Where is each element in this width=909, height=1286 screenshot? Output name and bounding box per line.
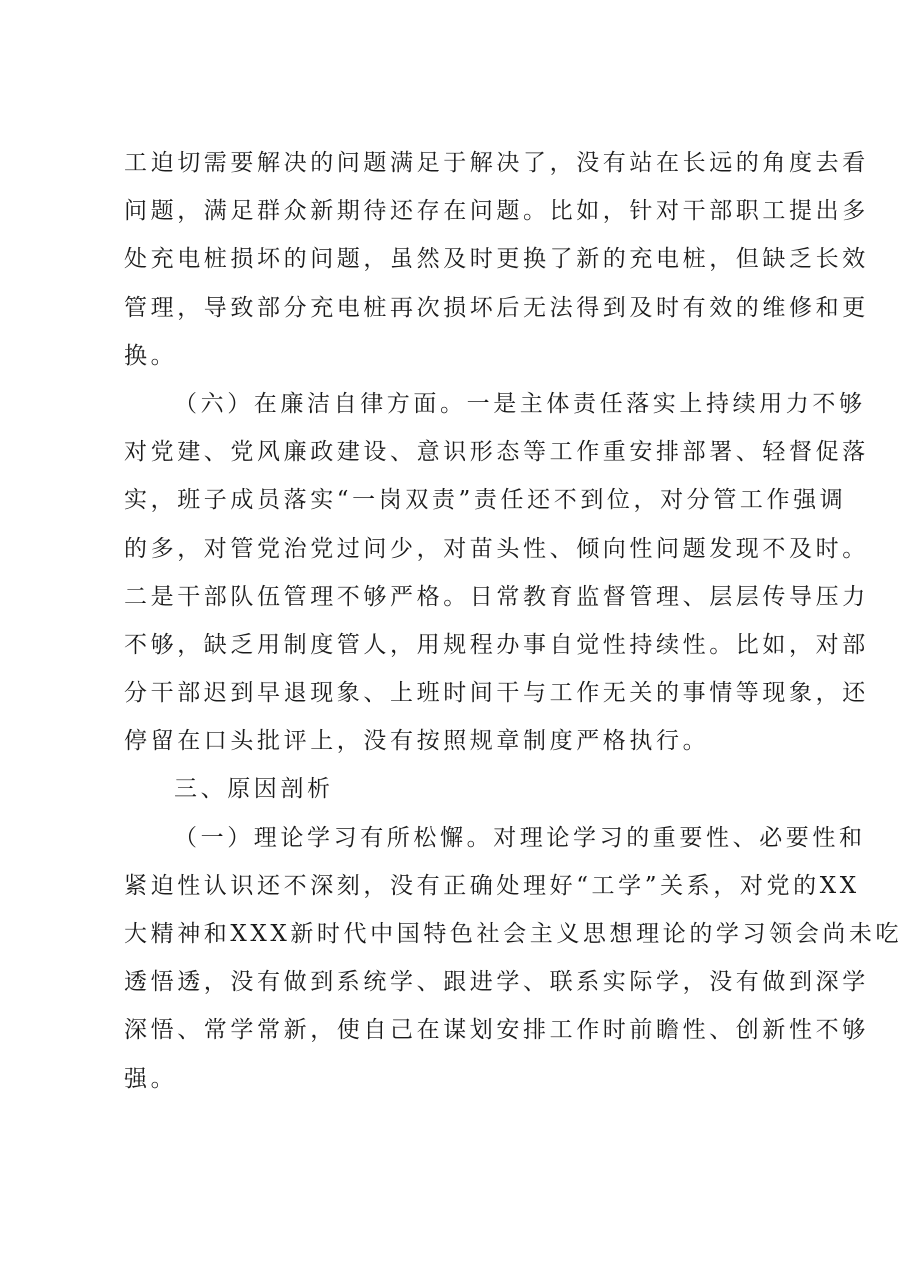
paragraph-heading-line: （六）在廉洁自律方面。一是主体责任落实上持续用力不够 (174, 390, 866, 417)
text-line: 二是干部队伍管理不够严格。日常教育监督管理、层层传导压力 (124, 583, 869, 610)
text-line: 的多，对管党治党过问少，对苗头性、倾向性问题发现不及时。 (124, 535, 869, 562)
text-line: 工迫切需要解决的问题满足于解决了，没有站在长远的角度去看 (124, 150, 869, 176)
text-line: 实，班子成员落实“一岗双责”责任还不到位，对分管工作强调 (124, 487, 847, 514)
text-line: 对党建、党风廉政建设、意识形态等工作重安排部署、轻督促落 (124, 439, 869, 466)
text-line: 透悟透，没有做到系统学、跟进学、联系实际学，没有做到深学 (124, 969, 869, 996)
document-body (124, 148, 903, 1112)
text-line: 分干部迟到早退现象、上班时间干与工作无关的事情等现象，还 (124, 680, 869, 707)
text-line: 强。 (124, 1065, 178, 1092)
text-line: 问题，满足群众新期待还存在问题。比如，针对干部职工提出多 (124, 198, 869, 225)
text-line: 停留在口头批评上，没有按照规章制度严格执行。 (124, 728, 710, 755)
text-line: 不够，缺乏用制度管人，用规程办事自觉性持续性。比如，对部 (124, 631, 869, 658)
text-line: 紧迫性认识还不深刻，没有正确处理好“工学”关系，对党的XX (124, 872, 860, 899)
text-line: 换。 (124, 342, 178, 369)
text-line: 管理，导致部分充电桩再次损坏后无法得到及时有效的维修和更 (124, 294, 869, 321)
section-heading: 三、原因剖析 (174, 776, 334, 803)
paragraph-heading-line: （一）理论学习有所松懈。对理论学习的重要性、必要性和 (174, 824, 866, 851)
text-line: 大精神和XXX新时代中国特色社会主义思想理论的学习领会尚未吃 (124, 921, 903, 947)
text-line: 处充电桩损坏的问题，虽然及时更换了新的充电桩，但缺乏长效 (124, 246, 869, 273)
text-line: 深悟、常学常新，使自己在谋划安排工作时前瞻性、创新性不够 (124, 1017, 869, 1044)
